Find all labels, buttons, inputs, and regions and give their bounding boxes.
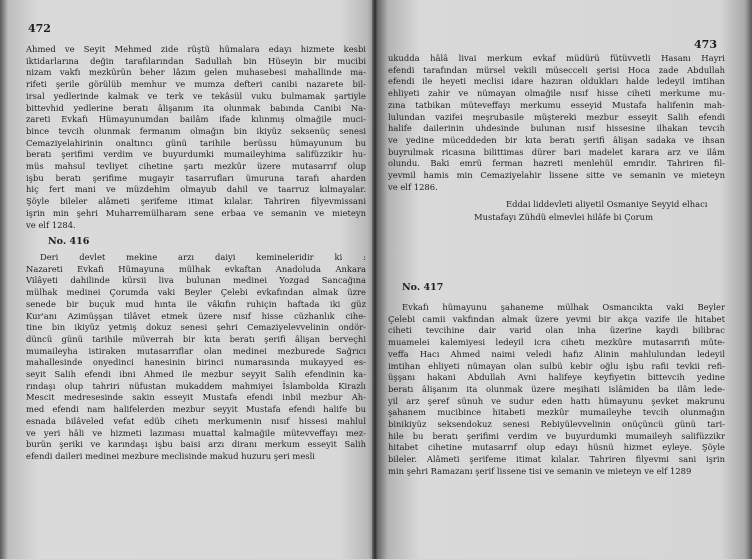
text-line: muamelei kalemiyesi ledeyil icra cihetı mezkûre mutasarrıfı müte- bbox=[388, 337, 725, 348]
text-line: zına tatbikan müteveffayı merkumu esseyid Mustafa halifenin mah- bbox=[388, 99, 725, 110]
text-line: ehliyeti zahir ve nümayan olmağile nısıf hisse ciheti merkume mu- bbox=[388, 88, 725, 99]
text-line: işbu beratı şerifime mugayir tasarrufları ümuruna tarafı aharden bbox=[26, 172, 366, 183]
text-line: irsal yedlerinde kalmak ve terk ve tekâsül vuku bulmamak şartiyle bbox=[26, 90, 366, 101]
text-line: Mescit medresesinde sakin esseyit Mustafa efendi inbil mezbur Ah- bbox=[26, 392, 366, 403]
text-line: ve elf 1284. bbox=[26, 219, 76, 230]
text-line: med efendi nam halifelerden mezbur seyyit Mustafa efendi halife bu bbox=[26, 404, 366, 415]
book-gutter bbox=[372, 0, 378, 559]
text-line: tine bin ikiyüz yetmiş dokuz senesi şehri Cemaziyelevvelinin ondör- bbox=[26, 322, 366, 333]
text-line: iktidarlarına değin tarafılarından Sadullah bin Hüseyin bir mucibi bbox=[26, 55, 366, 66]
text-line: mahallesinde onyedinci hanesinin birinci numarasında mukayyed es- bbox=[26, 357, 366, 368]
text-line: Evkafı hümayunu şahaneme mülhak Osmancıkta vaki Beyler bbox=[402, 302, 725, 312]
text-line: hitabet cihetine mutasarrıf olup edayı hüsnü hizmet eyleye. Şöyle bbox=[388, 442, 725, 453]
text-line: Şöyle bileler alâmeti şerifeme itimat kılalar. Tahriren filyevmissani bbox=[26, 196, 366, 207]
right-page-text-block-2 bbox=[388, 302, 725, 478]
text-line: buyrulmak ricasına bilittimas dürer bari madelet karara arz ve ilâm bbox=[388, 146, 725, 157]
text-line: Ahmed ve Seyit Mehmed zide rüştü hümalara edayı hizmete kesbi bbox=[26, 44, 366, 54]
text-line: ciheti tevcihine dair varid olan inha üzerine kaydi bilibrac bbox=[388, 325, 725, 336]
text-line: olundu. Baki emrü ferman hazreti menlehül emrıdir. Tahriren fil- bbox=[388, 158, 725, 169]
left-page bbox=[26, 0, 366, 559]
text-line: müs mahsul tevliyet cihetine şartı mezkûr üzere mutasarrıf olup bbox=[26, 161, 366, 172]
text-line: seyit Salih efendi ibni Ahmed ile mezbur seyyit Salih efendinin ka- bbox=[26, 369, 366, 380]
text-line: ve yeri hâli ve hizmeti lazıması muattal kalmağile mütevveffayı mez- bbox=[26, 427, 366, 438]
text-line: yevmil hamis min Cemaziyelahir lissene sitte ve semanin ve mieteyn bbox=[388, 170, 725, 181]
text-line: şahanem mucibince hitabeti mezkûr mumaileyhe tevcih olunmağın bbox=[388, 407, 725, 418]
text-line: veffa Hacı Ahmed naimi veledi hafız Alinin mahlulundan ledeyil bbox=[388, 348, 725, 359]
text-line: üşşanı hakani Abdullah Avni halifeye keyfiyetin bittevcih yedine bbox=[388, 372, 725, 383]
signature-line-2: Mustafayı Zühdü elmevlei hilâfe bi Çorum bbox=[474, 212, 654, 222]
text-line: efendi tarafından mürsel vekili müsecceli şerisi Hoca zade Abdullah bbox=[388, 64, 725, 75]
text-line: halife dailerinin uhdesinde bulunan nısıf hissesine ilhakan tevcih bbox=[388, 123, 725, 134]
text-line: imtihan ehliyeti nümayan olan sulbü kebir oğlu işbu rafii tevkii refi- bbox=[388, 360, 725, 371]
text-line: Deri devlet mekine arzı daiyi kemineleridir ki : bbox=[40, 252, 366, 262]
text-line: bileler. Alâmeti şerifeme itimat kılalar. Tahriren filyevmi sani işrin bbox=[388, 454, 725, 465]
page-number-right: 473 bbox=[694, 38, 717, 51]
text-line: hile bu beratı şerifimi verdim ve buyurdumki mumaileyh salifüzzikr bbox=[388, 430, 725, 441]
text-line: Vilâyeti dahilinde kürsii liva bulunan medinei Yozgad Sancağına bbox=[26, 275, 366, 286]
signature-line-1: Eddai liddevleti aliyetil Osmaniye Seyyid elhacı bbox=[506, 199, 708, 209]
right-page-text-block-1 bbox=[388, 53, 725, 193]
text-line: burün şeriki ve karındaşı işbu baisi arzı diranı merkum esseyit Salih bbox=[26, 439, 366, 450]
text-line: bittevhid yedlerine beratı âlişanım ita olunmak babında Canibi Na- bbox=[26, 102, 366, 113]
left-page-text-block-1 bbox=[26, 44, 366, 231]
text-line: ve yedine müceddeden bir kıta beratı şerifi âlişan sadaka ve ihsan bbox=[388, 134, 725, 145]
text-line: rındaşı olup tahriri nüfustan mukaddem mahmiyei İslambolda Kirazlı bbox=[26, 380, 366, 391]
text-line: efendi ile heyeti meclisi idare hazıran oldukları halde ledeyil imtihan bbox=[388, 76, 725, 87]
text-line: efendi daileri medinei mezbure meclisinde makud huzuru şeri mesli bbox=[26, 450, 315, 461]
left-page-text-block-2 bbox=[26, 252, 366, 463]
text-line: rifeti şerile görülüb memhur ve mumza defteri canibi nazarete bil- bbox=[26, 79, 366, 90]
text-line: hiç fert mani ve müzdehim olmayub dahil ve taarruz kılmayalar. bbox=[26, 184, 366, 195]
text-line: işrin min şehri Muharremülharam sene erbaa ve semanin ve mieteyn bbox=[26, 207, 366, 218]
text-line: mülhak medinei Çorumda vaki Beyler Çelebi evkafından almak üzre bbox=[26, 287, 366, 298]
text-line: Çelebi camii vakfından almak üzere yevmi bir akça vazife ile hitabet bbox=[388, 313, 725, 324]
heading-no-416: No. 416 bbox=[48, 236, 90, 247]
text-line: bince tevcih olunmak fermanım olmağın bin ikiyüz seksenüç senesi bbox=[26, 125, 366, 136]
text-line: senede bir buçuk mud hınta ile vâkıfın ruhiçin haftada iki güz bbox=[26, 298, 366, 309]
text-line: Kur'anı Azimüşşan tilâvet etmek üzere nısıf hisse cüzhanlık cihe- bbox=[26, 310, 366, 321]
text-line: Cemaziyelahirinin onaltıncı günü tarihile berüssu hümayunum bu bbox=[26, 137, 366, 148]
text-line: yil arz şeref sünuh ve sudur eden hattı hümayunu şevket makrunu bbox=[388, 395, 725, 406]
right-page bbox=[388, 0, 725, 559]
text-line: binikiyüz seksendokuz senesi Rebiyülevvelinin onüçüncü günü tari- bbox=[388, 419, 725, 430]
text-line: min şehri Ramazanı şerif lissene tisi ve semanin ve mieteyn ve elf 1289 bbox=[388, 465, 692, 476]
text-line: lulundan vazifei meşrubasile müştereki mezbur esseyit Salih efendi bbox=[388, 111, 725, 122]
text-line: mumaileyha istiraken mutasarrıflar olan medinei mezburede Sağrıcı bbox=[26, 345, 366, 356]
text-line: nizam vakfı mezkûrün beher lâzım gelen muhasebesi mahallinde ma- bbox=[26, 67, 366, 78]
text-line: esnada bilâveled vefat edüb cihetı merkumenin nısıf hissesi mahlul bbox=[26, 415, 366, 426]
text-line: beratı âlişanım ita olunmak üzere meşihati islâmiden ba ilâm lede- bbox=[388, 383, 725, 394]
text-line: Nazareti Evkafı Hümayuna mülhak evkaftan Anadoluda Ankara bbox=[26, 263, 366, 274]
text-line: düncü günü tarihile müverrah bir kıta beratı şerifi âlişan berveçhi bbox=[26, 333, 366, 344]
text-line: ve elf 1286. bbox=[388, 181, 438, 192]
page-number-left: 472 bbox=[28, 22, 51, 35]
text-line: beratı şerifimi verdim ve buyurdumki mumaileyhima salifüzzikir hu- bbox=[26, 149, 366, 160]
text-line: ukudda hâlâ livai merkum evkaf müdürü fütüvvetli Hasanı Hayri bbox=[388, 53, 725, 63]
heading-no-417: No. 417 bbox=[402, 282, 444, 293]
text-line: zareti Evkafı Hümayunumdan bailâm ifade kılınmış olmağile muci- bbox=[26, 114, 366, 125]
